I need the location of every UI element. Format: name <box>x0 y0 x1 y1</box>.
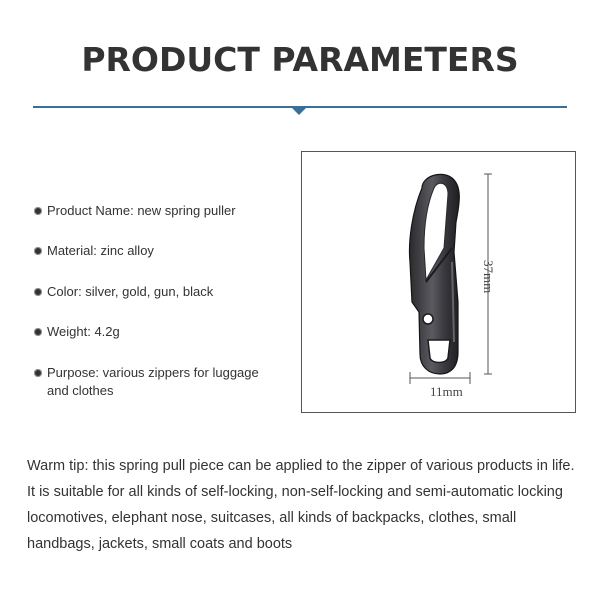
bullet-icon <box>34 369 42 377</box>
param-purpose: Purpose: various zippers for luggage and clothes <box>34 364 274 400</box>
param-material: Material: zinc alloy <box>34 242 284 260</box>
zipper-puller-illustration <box>302 152 577 414</box>
bullet-icon <box>34 328 42 336</box>
bullet-icon <box>34 207 42 215</box>
width-label: 11mm <box>430 384 463 399</box>
param-product-name: Product Name: new spring puller <box>34 202 284 220</box>
divider-pointer-icon <box>292 108 306 115</box>
page-title: PRODUCT PARAMETERS <box>81 40 519 79</box>
bullet-icon <box>34 288 42 296</box>
bullet-icon <box>34 247 42 255</box>
param-color: Color: silver, gold, gun, black <box>34 283 284 301</box>
param-weight: Weight: 4.2g <box>34 323 284 341</box>
product-image-frame <box>301 151 576 413</box>
zipper-puller-icon <box>410 174 460 374</box>
height-label: 37mm <box>481 260 496 294</box>
warm-tip-text: Warm tip: this spring pull piece can be applied to the zipper of various products in life. It is suitable for all kinds of self-locking, non-self-locking and semi-automatic locking locomotives, elephant nose, suitcases, all kinds of backpacks, clothes, small handbags, jackets, small coats and boots <box>27 458 575 552</box>
